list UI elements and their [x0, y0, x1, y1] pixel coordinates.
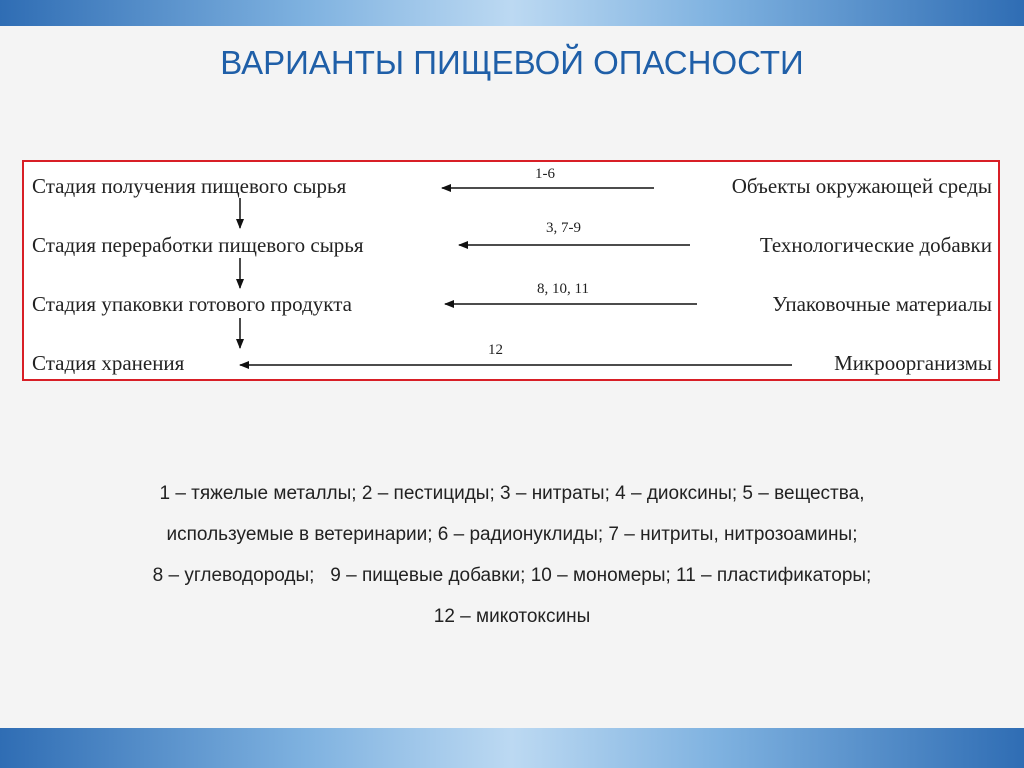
hazard-diagram [22, 160, 1000, 381]
legend-line: 12 – микотоксины [433, 606, 591, 627]
arrow-label: 8, 10, 11 [537, 281, 589, 297]
stage-label: Стадия получения пищевого сырья [32, 174, 347, 198]
source-label: Объекты окружающей среды [731, 174, 992, 198]
legend-line: 8 – углеводороды; 9 – пищевые добавки; 10 – мономеры; 11 – пластификаторы; [152, 565, 872, 586]
legend-line: 1 – тяжелые металлы; 2 – пестициды; 3 – нитраты; 4 – диоксины; 5 – вещества, [159, 483, 865, 504]
stage-label: Стадия хранения [32, 351, 185, 375]
legend [0, 480, 1024, 644]
page-title: ВАРИАНТЫ ПИЩЕВОЙ ОПАСНОСТИ [220, 44, 804, 81]
arrow-label: 3, 7-9 [546, 220, 581, 236]
arrow-label: 12 [488, 342, 503, 358]
legend-line: используемые в ветеринарии; 6 – радионуклиды; 7 – нитриты, нитрозоамины; [166, 524, 858, 545]
arrow-label: 1-6 [535, 166, 555, 182]
source-label: Технологические добавки [759, 233, 992, 257]
stage-label: Стадия упаковки готового продукта [32, 292, 352, 316]
source-label: Упаковочные материалы [772, 292, 992, 316]
top-band [0, 0, 1024, 26]
bottom-band [0, 728, 1024, 768]
source-label: Микроорганизмы [834, 351, 992, 375]
stage-label: Стадия переработки пищевого сырья [32, 233, 364, 257]
